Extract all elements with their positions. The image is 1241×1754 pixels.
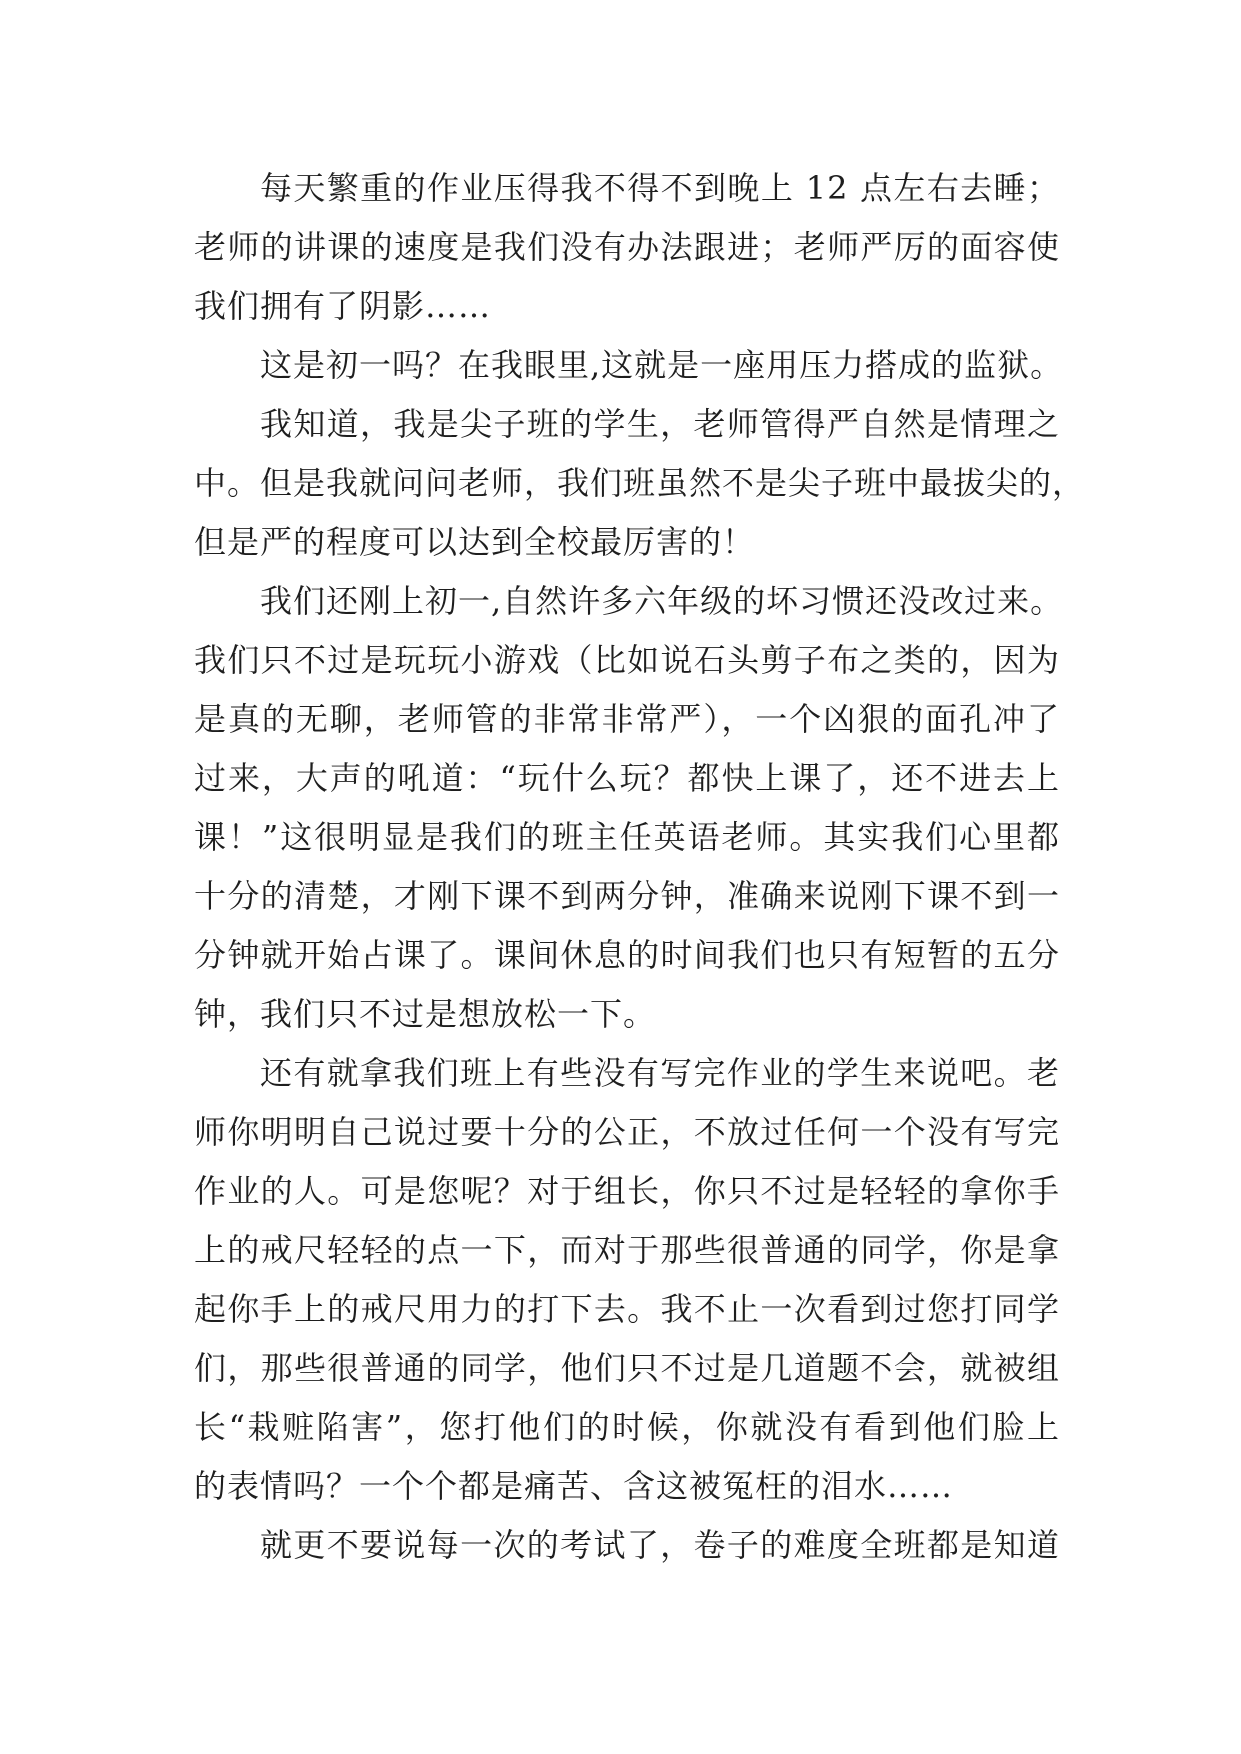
text-line: 是真的无聊，老师管的非常非常严），一个凶狠的面孔冲了 — [194, 700, 1060, 738]
text-line: 课！”这很明显是我们的班主任英语老师。其实我们心里都 — [194, 818, 1060, 856]
text-line: 们，那些很普通的同学，他们只不过是几道题不会，就被组 — [194, 1349, 1060, 1387]
text-line: 中。但是我就问问老师，我们班虽然不是尖子班中最拔尖的， — [194, 464, 1086, 502]
text-line: 就更不要说每一次的考试了，卷子的难度全班都是知道 — [260, 1526, 1060, 1564]
text-line: 还有就拿我们班上有些没有写完作业的学生来说吧。老 — [260, 1054, 1060, 1092]
text-line: 我们还刚上初一,自然许多六年级的坏习惯还没改过来。 — [260, 582, 1064, 620]
paragraph — [194, 1516, 1060, 1575]
text-line: 分钟就开始占课了。课间休息的时间我们也只有短暂的五分 — [194, 936, 1060, 974]
paragraph — [194, 395, 1086, 572]
text-line: 老师的讲课的速度是我们没有办法跟进；老师严厉的面容使 — [194, 228, 1060, 266]
essay-body — [194, 159, 1086, 1575]
text-line: 我们拥有了阴影…… — [194, 287, 492, 325]
text-line: 钟，我们只不过是想放松一下。 — [194, 995, 657, 1033]
text-line: 长“栽赃陷害”，您打他们的时候，你就没有看到他们脸上 — [194, 1408, 1060, 1446]
paragraph — [194, 1044, 1060, 1516]
text-line: 我知道，我是尖子班的学生，老师管得严自然是情理之 — [260, 405, 1060, 443]
text-line: 这是初一吗？在我眼里,这就是一座用压力搭成的监狱。 — [260, 346, 1064, 384]
text-line: 起你手上的戒尺用力的打下去。我不止一次看到过您打同学 — [194, 1290, 1060, 1328]
text-line: 我们只不过是玩玩小游戏（比如说石头剪子布之类的，因为 — [194, 641, 1060, 679]
text-line: 作业的人。可是您呢？对于组长，你只不过是轻轻的拿你手 — [194, 1172, 1060, 1210]
text-line: 十分的清楚，才刚下课不到两分钟，准确来说刚下课不到一 — [194, 877, 1060, 915]
text-line: 师你明明自己说过要十分的公正，不放过任何一个没有写完 — [194, 1113, 1060, 1151]
text-line: 的表情吗？一个个都是痛苦、含这被冤枉的泪水…… — [194, 1467, 954, 1505]
text-line: 但是严的程度可以达到全校最厉害的！ — [194, 523, 756, 561]
paragraph — [194, 572, 1064, 1044]
paragraph — [194, 336, 1064, 395]
text-line: 过来，大声的吼道：“玩什么玩？都快上课了，还不进去上 — [194, 759, 1060, 797]
paragraph — [194, 159, 1060, 336]
text-line: 上的戒尺轻轻的点一下，而对于那些很普通的同学，你是拿 — [194, 1231, 1060, 1269]
text-line: 每天繁重的作业压得我不得不到晚上 12 点左右去睡； — [260, 169, 1060, 207]
